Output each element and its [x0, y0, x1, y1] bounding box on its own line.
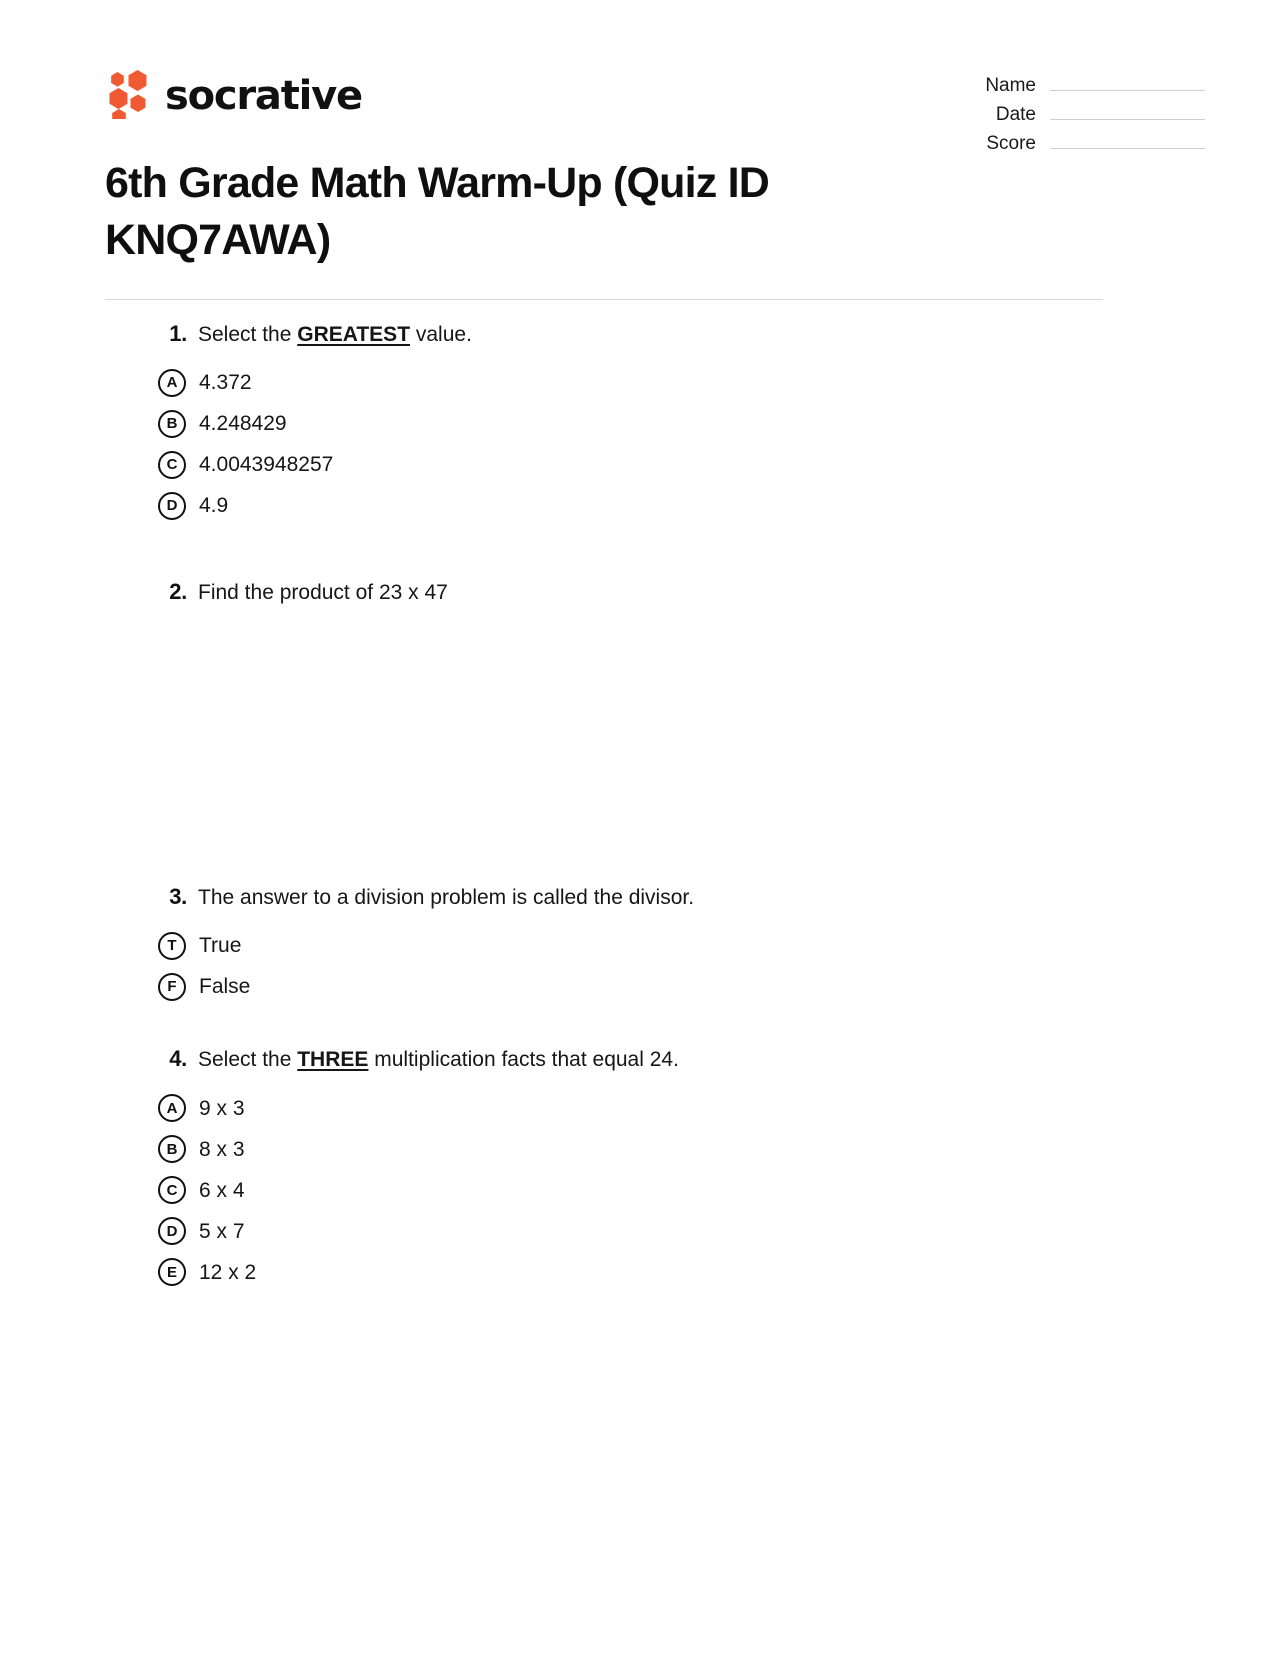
- name-input-line[interactable]: [1050, 71, 1205, 91]
- choice-option[interactable]: [105, 1211, 1103, 1252]
- question-3-header: [105, 883, 1103, 912]
- choice-label: 12 x 2: [199, 1260, 257, 1284]
- choice-label: 4.9: [199, 494, 229, 518]
- choice-option[interactable]: [105, 925, 1103, 966]
- prompt-emphasis: THREE: [297, 1048, 369, 1072]
- date-field-row: [875, 100, 1205, 129]
- question-3-number: 3.: [169, 883, 187, 909]
- score-label: Score: [986, 133, 1036, 154]
- page-title: 6th Grade Math Warm-Up (Quiz ID KNQ7AWA): [105, 159, 770, 264]
- name-label: Name: [985, 75, 1036, 96]
- choice-bubble-false[interactable]: F: [158, 973, 186, 1001]
- choice-option[interactable]: [105, 1129, 1103, 1170]
- choice-bubble-c[interactable]: C: [158, 451, 186, 479]
- hexagon-cluster-icon: [105, 69, 151, 119]
- choice-bubble-b[interactable]: B: [158, 410, 186, 438]
- socrative-logo: [105, 69, 362, 119]
- choice-label: 5 x 7: [199, 1219, 245, 1243]
- question-3-prompt: The answer to a division problem is called the divisor.: [198, 885, 695, 909]
- question-2-prompt: Find the product of 23 x 47: [198, 581, 448, 605]
- question-1-prompt: [198, 320, 472, 349]
- question-3-choices: [105, 925, 1103, 1007]
- choice-bubble-b[interactable]: B: [158, 1135, 186, 1163]
- choice-bubble-d[interactable]: D: [158, 492, 186, 520]
- choice-label: True: [199, 934, 242, 958]
- choice-option[interactable]: [105, 966, 1103, 1007]
- score-input-line[interactable]: [1050, 129, 1205, 149]
- question-4-header: [105, 1045, 1103, 1074]
- question-1-header: [105, 320, 1103, 349]
- score-field-row: [875, 129, 1205, 158]
- prompt-text-before: Select the: [198, 1048, 298, 1072]
- question-2-number: 2.: [169, 579, 187, 605]
- name-field-row: [875, 71, 1205, 100]
- question-4-number: 4.: [169, 1046, 187, 1072]
- choice-option[interactable]: [105, 1170, 1103, 1211]
- prompt-text-after: value.: [410, 323, 472, 346]
- choice-label: 4.0043948257: [199, 453, 334, 477]
- question-4: [105, 1045, 1103, 1292]
- prompt-emphasis: GREATEST: [297, 323, 411, 346]
- question-2-answer-space[interactable]: [105, 608, 1103, 883]
- prompt-text-after: multiplication facts that equal 24.: [368, 1048, 679, 1072]
- choice-label: 8 x 3: [199, 1137, 245, 1161]
- question-4-choices: [105, 1088, 1103, 1293]
- choice-option[interactable]: [105, 1252, 1103, 1293]
- choice-label: 9 x 3: [199, 1096, 245, 1120]
- question-2-header: [105, 578, 1103, 607]
- question-2: [105, 578, 1103, 882]
- choice-label: 4.248429: [199, 412, 287, 436]
- question-list: [105, 320, 1103, 1293]
- choice-option[interactable]: [105, 485, 1103, 526]
- question-1-number: 1.: [169, 321, 187, 346]
- question-1: [105, 320, 1103, 526]
- choice-bubble-d[interactable]: D: [158, 1217, 186, 1245]
- choice-bubble-a[interactable]: A: [158, 1094, 186, 1122]
- choice-option[interactable]: [105, 1088, 1103, 1129]
- prompt-text-before: Select the: [198, 323, 298, 346]
- question-4-prompt: [198, 1045, 679, 1074]
- choice-bubble-c[interactable]: C: [158, 1176, 186, 1204]
- spacer: [105, 1007, 1103, 1045]
- date-label: Date: [995, 104, 1036, 125]
- choice-bubble-e[interactable]: E: [158, 1258, 186, 1286]
- choice-label: 4.372: [199, 371, 252, 395]
- choice-bubble-true[interactable]: T: [158, 932, 186, 960]
- choice-option[interactable]: [105, 362, 1103, 403]
- spacer: [105, 526, 1103, 578]
- header-divider: [105, 299, 1103, 300]
- choice-label: 6 x 4: [199, 1178, 245, 1202]
- choice-option[interactable]: [105, 444, 1103, 485]
- student-info-block: [875, 71, 1205, 158]
- choice-bubble-a[interactable]: A: [158, 369, 186, 397]
- brand-name: socrative: [165, 72, 362, 119]
- question-3: [105, 883, 1103, 1007]
- choice-option[interactable]: [105, 403, 1103, 444]
- worksheet-header: [105, 55, 1105, 285]
- choice-label: False: [199, 975, 251, 999]
- question-1-choices: [105, 362, 1103, 526]
- date-input-line[interactable]: [1050, 100, 1205, 120]
